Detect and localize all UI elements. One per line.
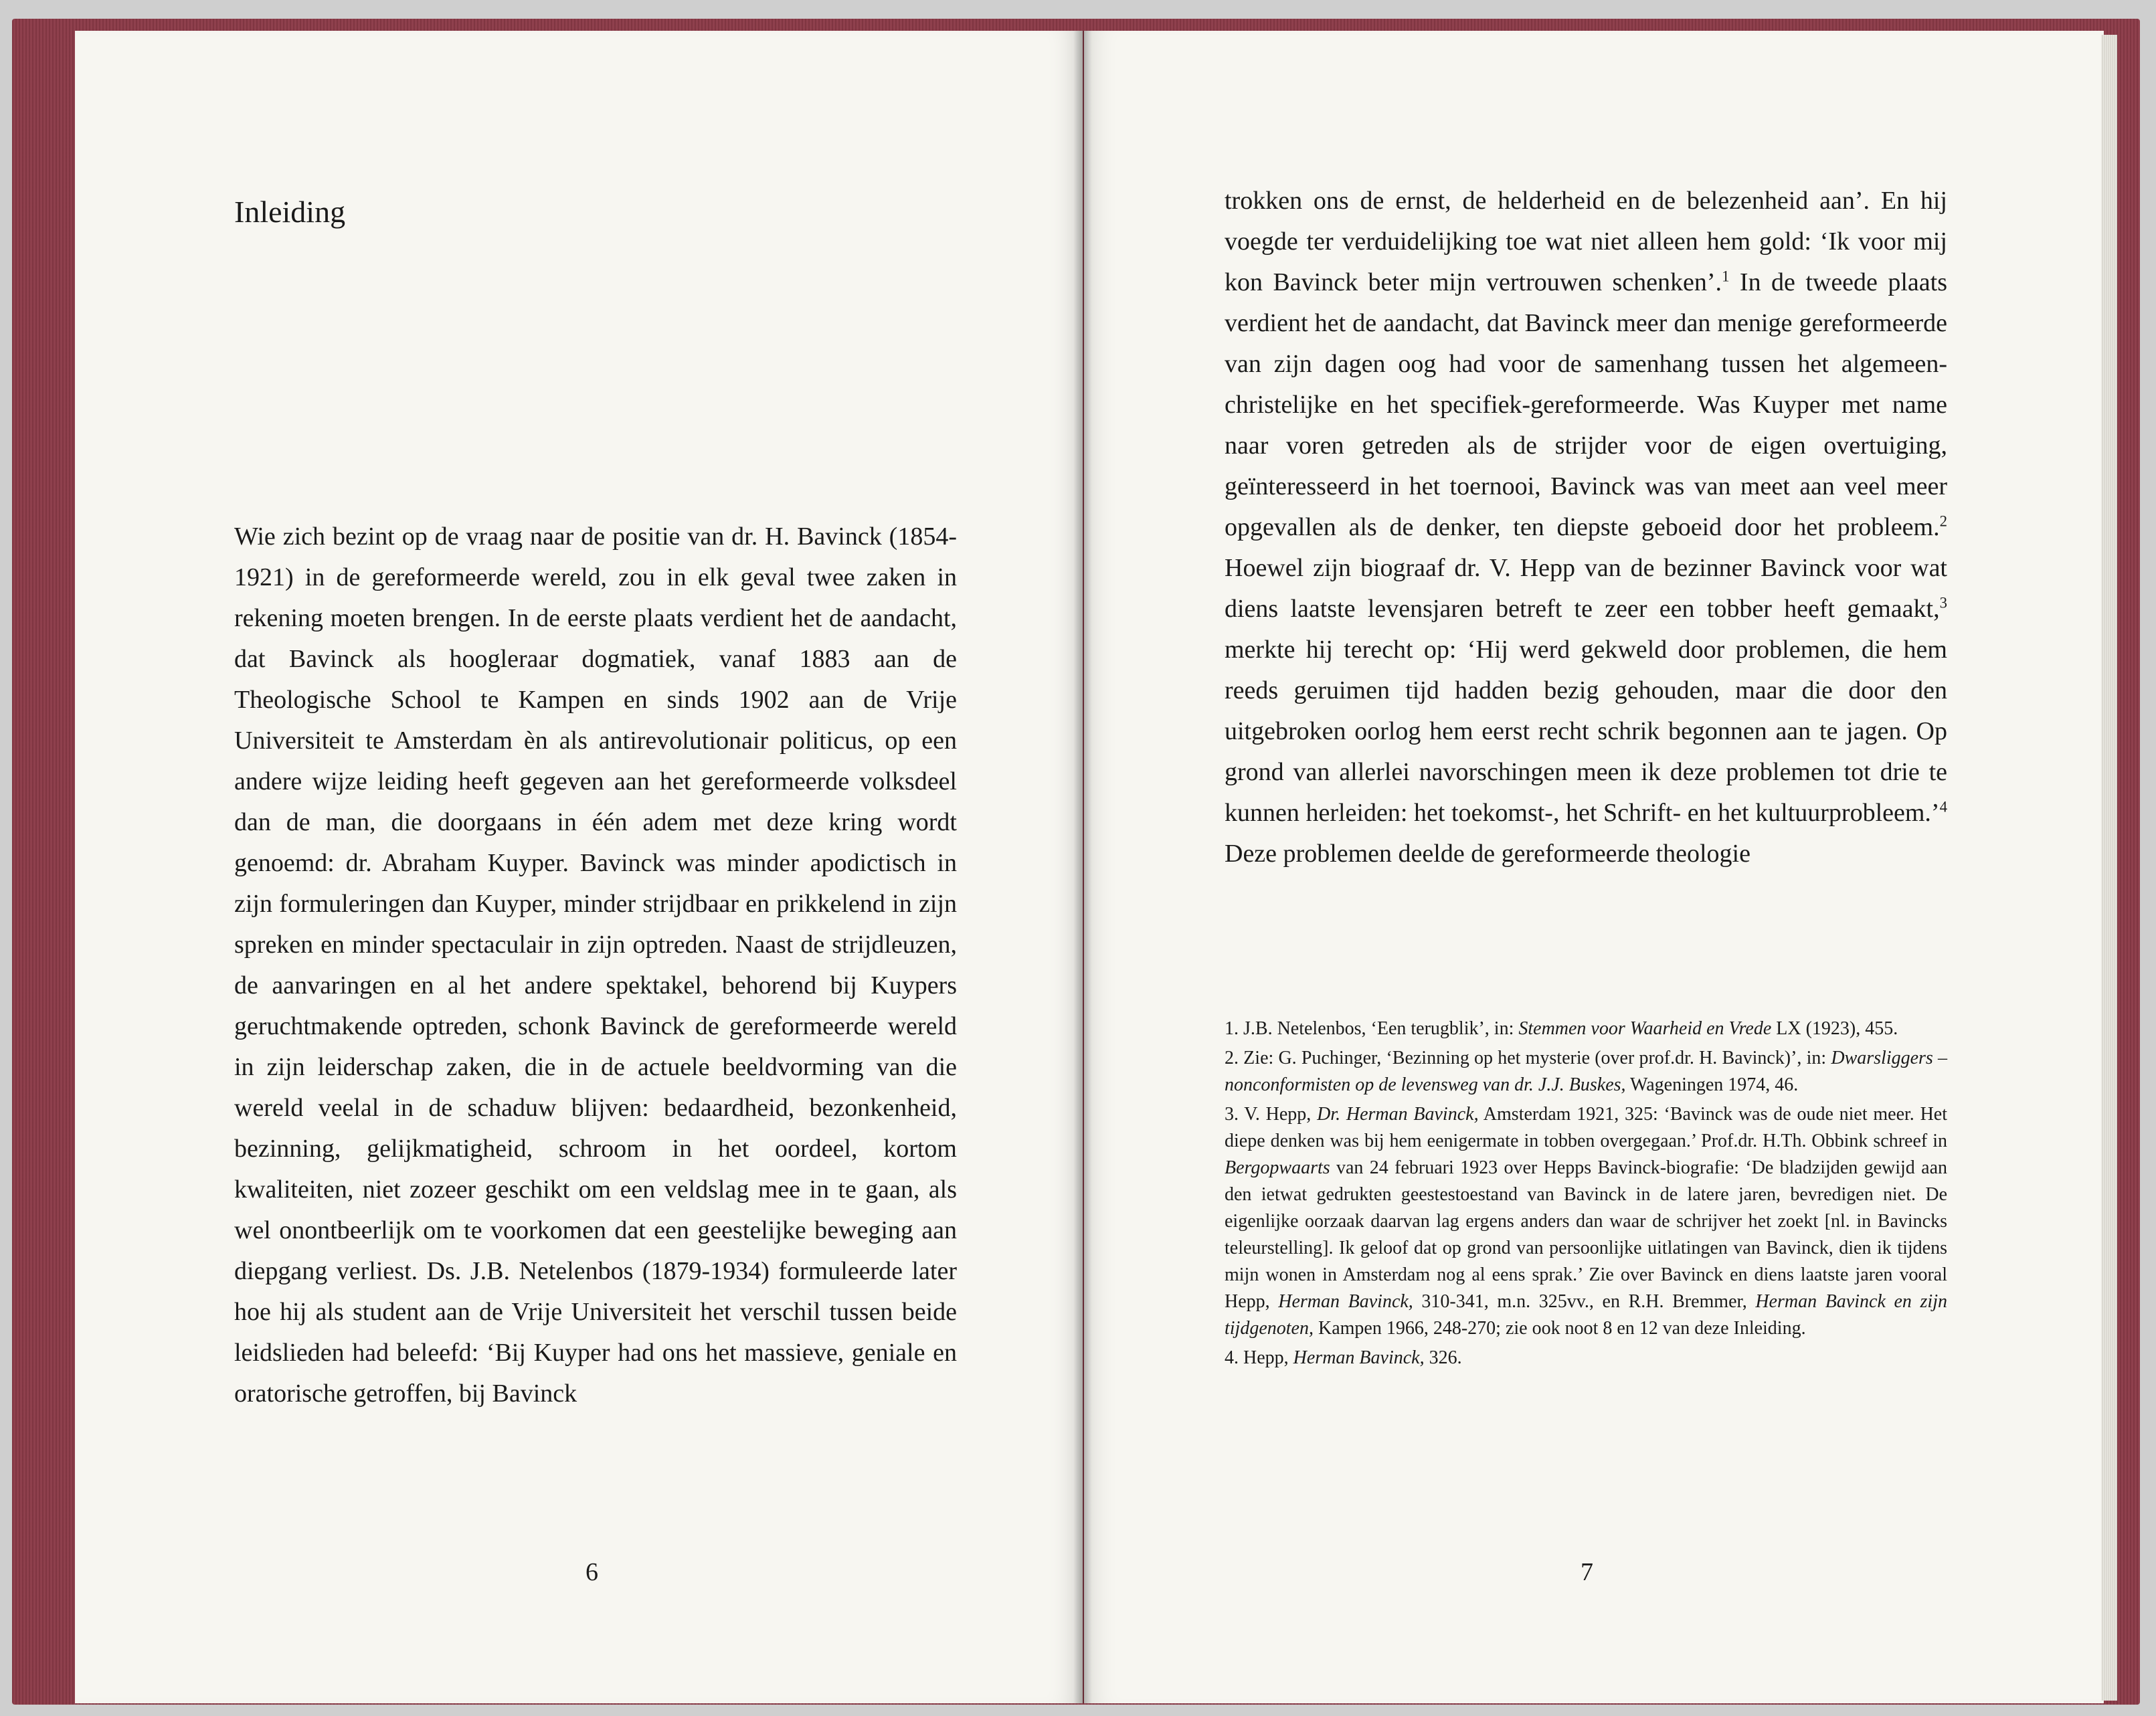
body-segment: trokken ons de ernst, de helderheid en de belezenheid aan’. En hij voegde ter verduidelijking toe wat niet alleen hem gold: ‘Ik voor mij kon Bavinck beter mijn vertrouwen schenken’. (1225, 187, 1947, 296)
footnote-text: 2. Zie: G. Puchinger, ‘Bezinning op het mysterie (over prof.dr. H. Bavinck)’, in: (1225, 1048, 1831, 1068)
footnote-title: Herman Bavinck, (1278, 1291, 1413, 1312)
footnote-text: Wageningen 1974, 46. (1625, 1074, 1799, 1095)
page-edges (2101, 35, 2117, 1701)
footnote-text: 1. J.B. Netelenbos, ‘Een terugblik’, in: (1225, 1018, 1519, 1039)
footnotes (1225, 1016, 1947, 1374)
left-page-body: Wie zich bezint op de vraag naar de positie van dr. H. Bavinck (1854-1921) in de gereformeerde wereld, zou in elk geval twee zaken in rekening moeten brengen. In de eerste plaats verdient het de aandacht, dat Bavinck als hoogleraar dogmatiek, vanaf 1883 aan de Theologische School te Kampen en sinds 1902 aan de Vrije Universiteit te Amsterdam èn als antirevolutionair politicus, op een andere wijze leiding heeft gegeven aan het gereformeerde volksdeel dan de man, die doorgaans in één adem met deze kring wordt genoemd: dr. Abraham Kuyper. Bavinck was minder apodictisch in zijn formuleringen dan Kuyper, minder strijdbaar en prikkelend in zijn spreken en minder spectaculair in zijn optreden. Naast de strijdleuzen, de aanvaringen en al het andere spektakel, behorend bij Kuypers geruchtmakende optreden, schonk Bavinck de gereformeerde wereld in zijn leiderschap zaken, die in de actuele beeldvorming van die wereld veelal in de schaduw blijven: bedaardheid, bezonkenheid, bezinning, gelijkmatigheid, schroom in het oordeel, kortom kwaliteiten, niet zozeer geschikt om een veldslag mee in te gaan, als wel onontbeerlijk om te voorkomen dat een geestelijke beweging aan diepgang verliest. Ds. J.B. Netelenbos (1879-1934) formuleerde later hoe hij als student aan de Vrije Universiteit het verschil tussen beide leidslieden had beleefd: ‘Bij Kuyper had ons het massieve, geniale en oratorische getroffen, bij Bavinck (234, 522, 957, 1408)
body-segment: In de tweede plaats verdient het de aandacht, dat Bavinck meer dan menige gereformeerde van zijn dagen oog had voor de samenhang tussen het algemeen-christelijke en het specifiek-gereformeerde. Was Kuyper met name naar voren getreden als de strijder voor de eigen overtuiging, geïnteresseerd in het toernooi, Bavinck was van meet aan veel meer opgevallen als de denker, ten diepste geboeid door het probleem. (1225, 268, 1947, 541)
footnote-marker[interactable]: 3 (1939, 594, 1947, 611)
page-number-right: 7 (1581, 1558, 1593, 1586)
footnote-text: Kampen 1966, 248-270; zie ook noot 8 en 12 van deze Inleiding. (1313, 1318, 1806, 1339)
footnote-text: 3. V. Hepp, (1225, 1104, 1318, 1125)
body-segment: Deze problemen deelde de gereformeerde theologie (1225, 840, 1750, 868)
footnote-text: Amsterdam 1921, 325: ‘Bavinck was de oude niet meer. Het diepe denken was bij hem eenigermate in tobben overgegaan.’ Prof.dr. H.Th. Obbink schreef in (1225, 1104, 1948, 1151)
footnote-text: 4. Hepp, (1225, 1347, 1293, 1368)
footnote-title: Herman Bavinck, (1293, 1347, 1425, 1368)
page-number-left: 6 (586, 1558, 598, 1586)
right-page-body (1225, 181, 1947, 874)
footnote-title: Herman Bavinck en zijn tijdgenoten, (1225, 1291, 1947, 1339)
footnote-marker[interactable]: 1 (1722, 268, 1730, 285)
footnote-marker[interactable]: 4 (1939, 798, 1947, 816)
footnote-text: 326. (1424, 1347, 1462, 1368)
body-segment: merkte hij terecht op: ‘Hij werd gekweld door problemen, die hem reeds geruimen tijd hadden bezig gehouden, maar die door den uitgebroken oorlog hem eerst recht schrik begonnen aan te jagen. Op grond van allerlei navorschingen meen ik deze problemen tot drie te kunnen herleiden: het toekomst-, het Schrift- en het kultuurprobleem.’ (1225, 636, 1947, 827)
book-gutter (1073, 31, 1092, 1703)
footnote-marker[interactable]: 2 (1939, 512, 1947, 530)
footnote-3 (1225, 1101, 1947, 1342)
footnote-title: Dr. Herman Bavinck, (1317, 1104, 1479, 1125)
footnote-title: Stemmen voor Waarheid en Vrede (1518, 1018, 1772, 1039)
footnote-text: LX (1923), 455. (1771, 1018, 1898, 1039)
chapter-title: Inleiding (234, 195, 346, 229)
footnote-title: Bergopwaarts (1225, 1157, 1330, 1178)
footnote-text: 310-341, m.n. 325vv., en R.H. Bremmer, (1413, 1291, 1756, 1312)
footnote-2 (1225, 1045, 1947, 1099)
footnote-1 (1225, 1016, 1947, 1042)
footnote-text: van 24 februari 1923 over Hepps Bavinck-biografie: ‘De bladzijden gewijd aan den ietwat gedrukten geestestoestand van Bavinck in de latere jaren, bevredigen niet. De eigenlijke oorzaak daarvan lag ergens anders dan waar de schrijver het zoekt [nl. in Bavincks teleurstelling]. Ik geloof dat op grond van persoonlijke uitlatingen van Bavinck, dien ik tijdens mijn wonen in Amsterdam nog al eens sprak.’ Zie over Bavinck en diens laatste jaren vooral Hepp, (1225, 1157, 1947, 1312)
footnote-title: Dwarsliggers – nonconformisten op de levensweg van dr. J.J. Buskes, (1225, 1048, 1948, 1095)
body-segment: Hoewel zijn biograaf dr. V. Hepp van de bezinner Bavinck voor wat diens laatste levensjaren betreft te zeer een tobber heeft gemaakt, (1225, 554, 1947, 623)
footnote-4 (1225, 1345, 1947, 1371)
